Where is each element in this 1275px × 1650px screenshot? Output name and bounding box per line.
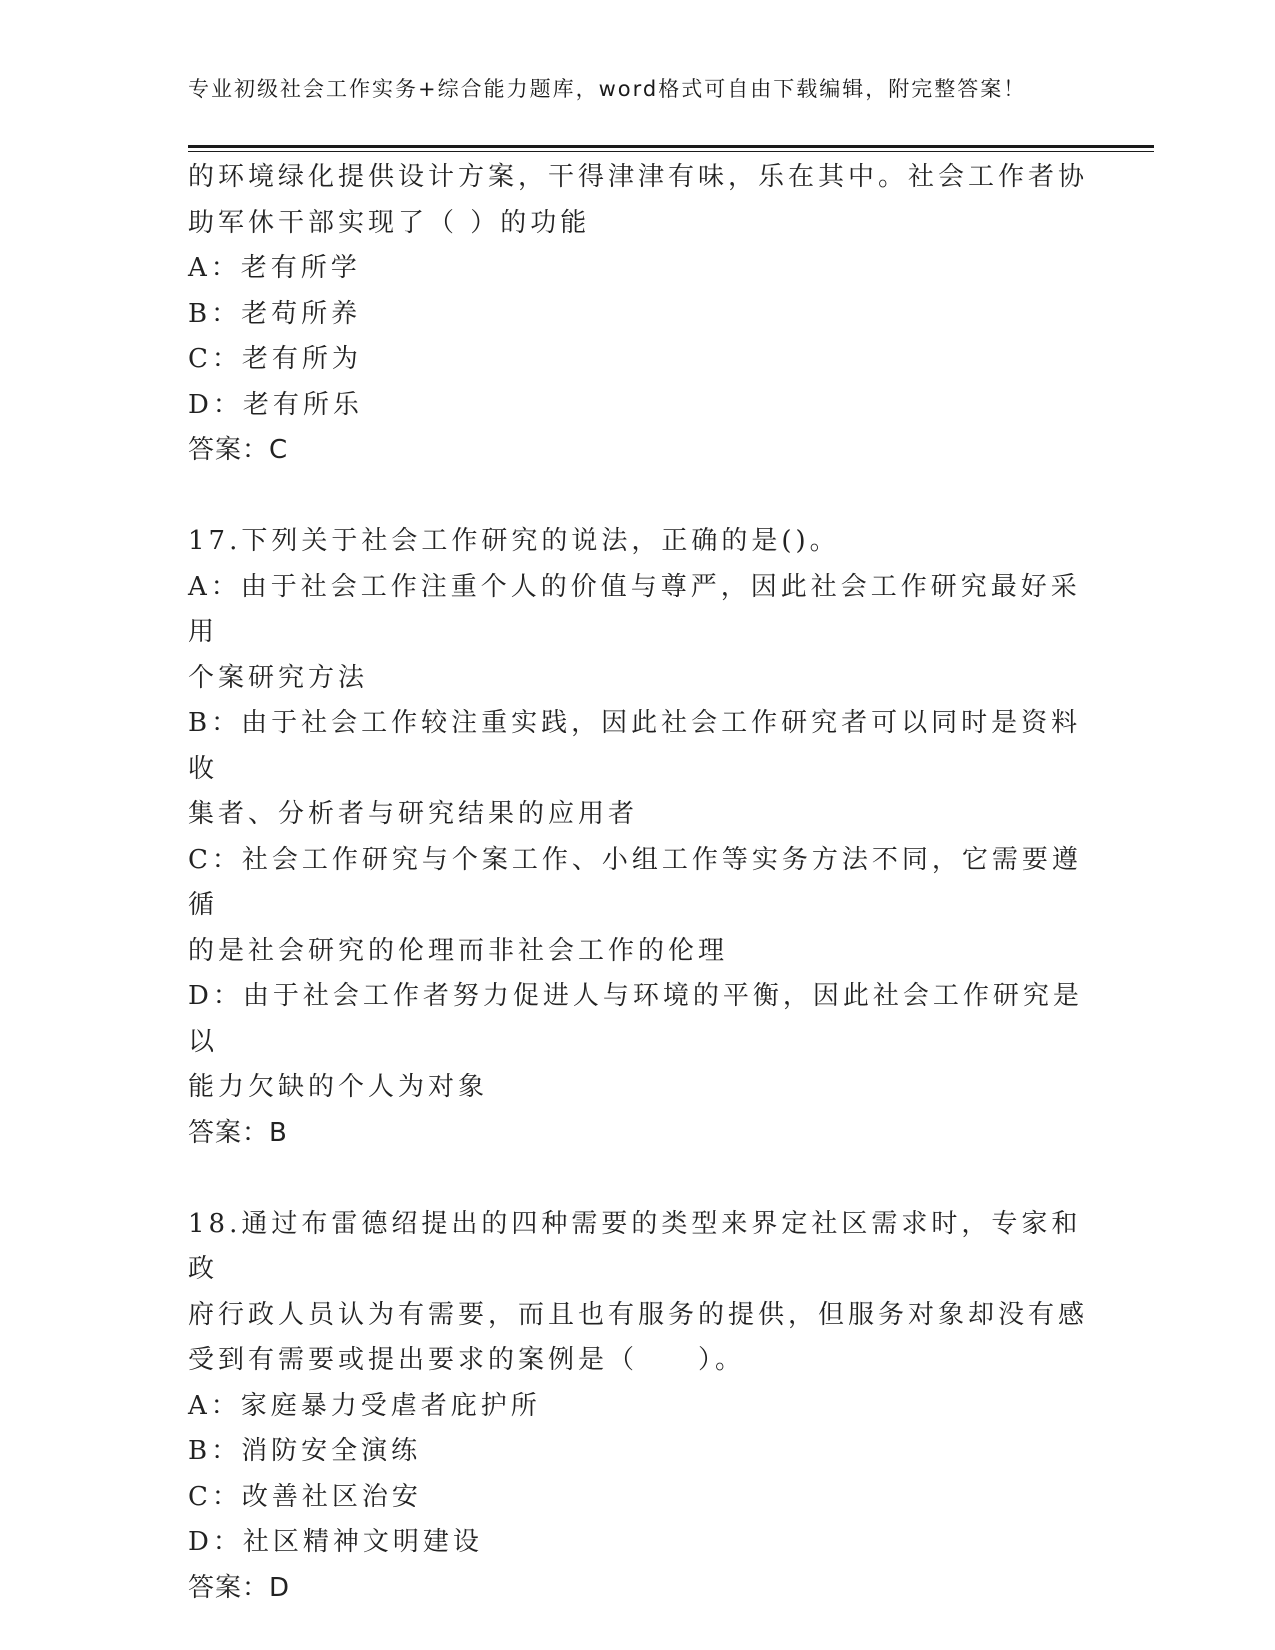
question-18 [188,1202,1088,1612]
question-spacer [188,1156,1088,1202]
answer-line: 答案：C [188,435,289,465]
question-stem: 17.下列关于社会工作研究的说法，正确的是()。 [188,526,840,556]
option-d: D：社区精神文明建设 [188,1527,483,1557]
option-c-line-1: C：社会工作研究与个案工作、小组工作等实务方法不同，它需要遵循 [188,844,1082,920]
question-stem-line: 府行政人员认为有需要，而且也有服务的提供，但服务对象却没有感 [188,1299,1089,1330]
answer-line: 答案：B [188,1117,288,1148]
option-b: B：消防安全演练 [188,1436,422,1466]
option-b-line-1: B：由于社会工作较注重实践，因此社会工作研究者可以同时是资料收 [188,708,1082,784]
option-b: B：老苟所养 [188,298,362,329]
answer-line: 答案：D [188,1572,291,1603]
question-stem-line: 助军休干部实现了（ ）的功能 [188,207,591,238]
option-a-line-2: 个案研究方法 [188,662,369,693]
question-17 [188,519,1088,1156]
question-stem-line: 18.通过布雷德绍提出的四种需要的类型来界定社区需求时，专家和政 [188,1208,1082,1284]
option-d: D：老有所乐 [188,389,363,420]
question-stem-line: 受到有需要或提出要求的案例是（ ）。 [188,1345,746,1375]
question-16 [188,155,1088,474]
option-c: C：改善社区治安 [188,1481,422,1512]
header-rule-thin [188,151,1154,152]
question-spacer [188,474,1088,520]
option-a: A：老有所学 [188,253,361,283]
option-c-line-2: 的是社会研究的伦理而非社会工作的伦理 [188,935,729,966]
question-stem-line: 的环境绿化提供设计方案，干得津津有味，乐在其中。社会工作者协 [188,162,1089,192]
page-header: 专业初级社会工作实务+综合能力题库，word格式可自由下载编辑，附完整答案！ [188,77,1027,101]
option-d-line-1: D：由于社会工作者努力促进人与环境的平衡，因此社会工作研究是以 [188,981,1083,1057]
document-body [188,155,1088,1611]
option-d-line-2: 能力欠缺的个人为对象 [188,1072,489,1102]
header-rule-thick [188,145,1154,148]
option-a-line-1: A：由于社会工作注重个人的价值与尊严，因此社会工作研究最好采用 [188,571,1081,647]
option-a: A：家庭暴力受虐者庇护所 [188,1390,541,1421]
option-b-line-2: 集者、分析者与研究结果的应用者 [188,799,639,829]
option-c: C：老有所为 [188,344,362,374]
